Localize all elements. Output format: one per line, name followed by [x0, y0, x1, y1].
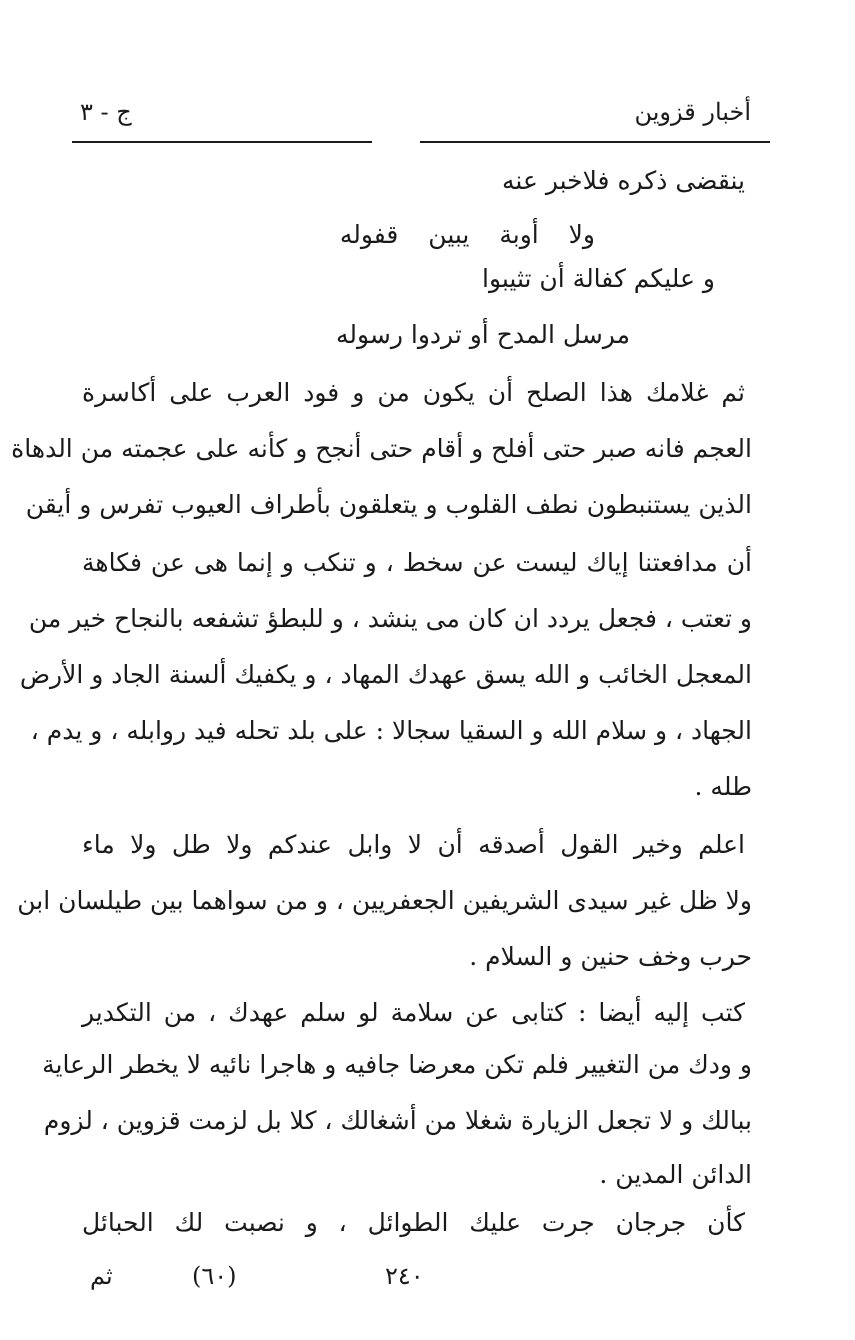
header-rule-right [420, 141, 770, 143]
text-line: طله . [694, 772, 752, 801]
verse-line: ينقضى ذكره فلاخبر عنه [502, 166, 745, 195]
text-line: و تعتب ، فجعل يردد ان كان مى ينشد ، و للبطؤ تشفعه بالنجاح خير من [28, 604, 752, 633]
text-line: ثم غلامك هذا الصلح أن يكون من و فود العرب على أكاسرة [82, 378, 745, 407]
text-line: اعلم وخير القول أصدقه أن لا وابل عندكم ولا طل ولا ماء [82, 830, 745, 859]
text-line: كأن جرجان جرت عليك الطوائل ، و نصبت لك الحبائل [82, 1208, 745, 1237]
text-line: العجم فانه صبر حتى أفلح و أقام حتى أنجح و كأنه على عجمته من الدهاة [11, 434, 752, 463]
text-line: المعجل الخائب و الله يسق عهدك المهاد ، و يكفيك ألسنة الجاد و الأرض [19, 660, 752, 689]
page-number: ٢٤٠ [385, 1262, 424, 1290]
text-line: و ودك من التغيير فلم تكن معرضا جافيه و هاجرا نائيه لا يخطر الرعاية [42, 1050, 752, 1079]
text-line: ببالك و لا تجعل الزيارة شغلا من أشغالك ، كلا بل لزمت قزوين ، لزوم [43, 1106, 752, 1135]
text-line: كتب إليه أيضا : كتابى عن سلامة لو سلم عهدك ، من التكدير [82, 998, 745, 1027]
text-line: حرب وخف حنين و السلام . [469, 942, 752, 971]
running-header-volume: ج - ٣ [80, 98, 132, 126]
text-line: الجهاد ، و سلام الله و السقيا سجالا : على بلد تحله فيد روابله ، و يدم ، [30, 716, 752, 745]
header-rule-left [72, 141, 372, 143]
verse-line: مرسل المدح أو تردوا رسوله [335, 320, 630, 349]
verse-line: و عليكم كفالة أن تثيبوا [482, 264, 715, 293]
text-line: ولا ظل غير سيدى الشريفين الجعفريين ، و من سواهما بين طيلسان ابن [17, 886, 752, 915]
running-header-title: أخبار قزوين [634, 98, 751, 126]
plate-number: (٦٠) [192, 1262, 237, 1290]
text-line: الدائن المدين . [599, 1160, 752, 1189]
text-line: الذين يستنبطون نطف القلوب و يتعلقون بأطراف العيوب تفرس و أيقن [25, 490, 752, 519]
text-line: أن مدافعتنا إياك ليست عن سخط ، و تنكب و إنما هى عن فكاهة [82, 548, 752, 577]
catchword: ثم [90, 1262, 113, 1290]
verse-line: ولا أوبة يبين قفوله [339, 220, 595, 249]
